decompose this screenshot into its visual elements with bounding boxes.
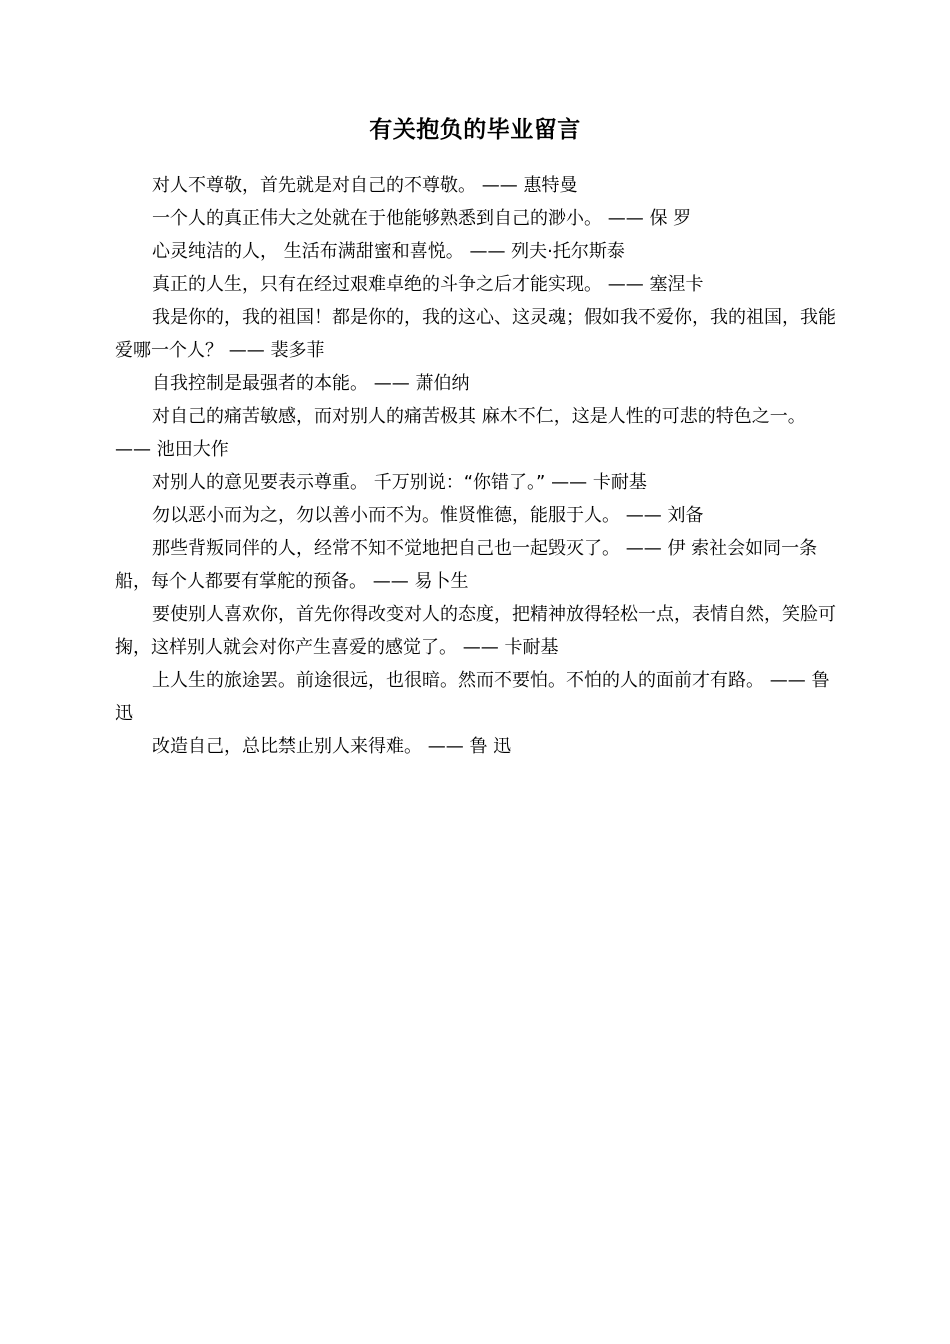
quote-paragraph: 自我控制是最强者的本能。 —— 萧伯纳 bbox=[152, 373, 470, 394]
quote-paragraph: 那些背叛同伴的人，经常不知不觉地把自己也一起毁灭了。 —— 伊 索社会如同一条船，每个人都要有掌舵的预备。 —— 易卜生 bbox=[115, 538, 818, 592]
quote-paragraph: 心灵纯洁的人， 生活布满甜蜜和喜悦。 —— 列夫·托尔斯泰 bbox=[152, 241, 625, 262]
quote-paragraph: 真正的人生，只有在经过艰难卓绝的斗争之后才能实现。 —— 塞涅卡 bbox=[152, 274, 704, 295]
quote-paragraph: 我是你的，我的祖国！都是你的，我的这心、这灵魂；假如我不爱你，我的祖国，我能爱哪一个人？ —— 裴多菲 bbox=[115, 307, 836, 361]
quote-paragraph: 对自己的痛苦敏感，而对别人的痛苦极其 麻木不仁，这是人性的可悲的特色之一。 —— 池田大作 bbox=[115, 406, 806, 460]
quote-paragraph: 改造自己，总比禁止别人来得难。 —— 鲁 迅 bbox=[152, 736, 512, 757]
quote-paragraph: 对别人的意见要表示尊重。 千万别说：“你错了。” —— 卡耐基 bbox=[152, 472, 647, 493]
quote-paragraph: 上人生的旅途罢。前途很远，也很暗。然而不要怕。不怕的人的面前才有路。 —— 鲁 迅 bbox=[115, 670, 830, 724]
quote-paragraph: 一个人的真正伟大之处就在于他能够熟悉到自己的渺小。 —— 保 罗 bbox=[152, 208, 692, 229]
quote-paragraph: 要使别人喜欢你，首先你得改变对人的态度，把精神放得轻松一点，表情自然，笑脸可掬，这样别人就会对你产生喜爱的感觉了。 —— 卡耐基 bbox=[115, 604, 836, 658]
quote-paragraph: 勿以恶小而为之，勿以善小而不为。惟贤惟德，能服于人。 —— 刘备 bbox=[152, 505, 704, 526]
quote-list bbox=[115, 169, 845, 763]
quote-paragraph: 对人不尊敬，首先就是对自己的不尊敬。 —— 惠特曼 bbox=[152, 175, 578, 196]
page-title: 有关抱负的毕业留言 bbox=[369, 117, 581, 143]
